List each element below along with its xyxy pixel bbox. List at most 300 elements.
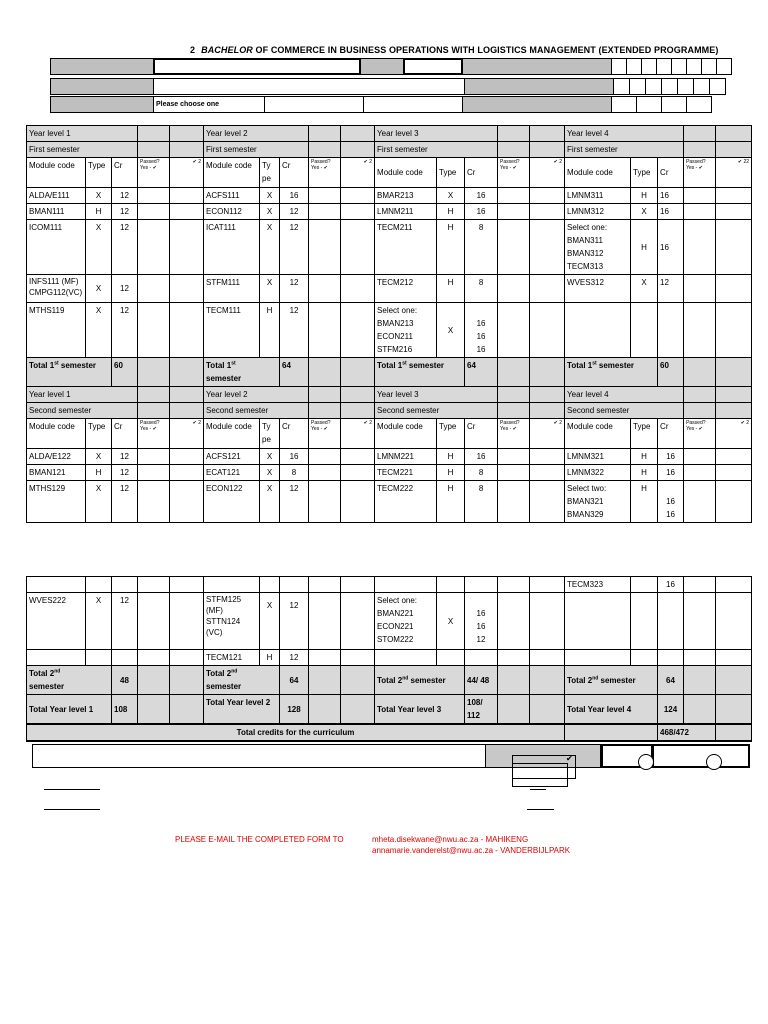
total-label-suffix: semester	[206, 374, 242, 383]
blank-cell	[530, 387, 565, 403]
digit-box[interactable]	[611, 96, 637, 113]
elective-option: TECM313	[567, 262, 604, 271]
total-2nd-sem-label	[204, 666, 280, 695]
blank-cell	[684, 126, 716, 142]
elective-credits: 16	[666, 510, 675, 519]
blank-cell	[138, 358, 170, 387]
module-code: TECM211	[375, 220, 437, 275]
email-vanderbijlpark[interactable]: annamarie.vanderelst@nwu.ac.za - VANDERBIJLPARK	[372, 846, 571, 855]
passed-cell[interactable]	[309, 204, 341, 220]
passed-cell[interactable]	[138, 577, 170, 593]
digit-box[interactable]	[661, 78, 678, 95]
digit-box[interactable]	[716, 58, 732, 75]
repeat-cell[interactable]	[530, 188, 565, 204]
digit-box[interactable]	[686, 96, 712, 113]
blank-cell	[138, 403, 170, 419]
module-credits	[465, 303, 498, 358]
blank-cell	[631, 650, 658, 666]
passed-cell[interactable]	[138, 220, 170, 275]
repeat-cell[interactable]	[530, 577, 565, 593]
passed-cell[interactable]	[309, 303, 341, 358]
repeat-cell[interactable]	[530, 449, 565, 465]
digit-box[interactable]	[693, 78, 710, 95]
date-field[interactable]	[485, 744, 601, 768]
repeat-cell[interactable]	[530, 465, 565, 481]
repeat-cell[interactable]	[716, 188, 752, 204]
total-label-text: Total 1	[377, 361, 403, 370]
module-type: H	[437, 275, 465, 303]
passed-cell[interactable]	[138, 465, 170, 481]
digit-box[interactable]	[701, 58, 717, 75]
repeat-cell[interactable]	[341, 188, 375, 204]
module-code: LMNM321	[565, 449, 631, 465]
blank-cell	[716, 142, 752, 158]
module-credits: 8	[465, 220, 498, 275]
repeat-cell[interactable]	[170, 465, 204, 481]
col-header-type: Ty pe	[260, 158, 280, 188]
repeat-cell[interactable]	[170, 593, 204, 650]
repeat-cell[interactable]	[716, 465, 752, 481]
superscript: nd	[402, 674, 409, 681]
module-credits: 12	[658, 275, 684, 303]
col-header-2	[530, 158, 565, 188]
module-type: X	[86, 593, 112, 650]
repeat-cell[interactable]	[341, 465, 375, 481]
total-label-suffix: semester	[29, 682, 65, 691]
passed-cell[interactable]	[684, 481, 716, 523]
module-type: H	[437, 465, 465, 481]
digit-box[interactable]	[686, 58, 702, 75]
col-header-module: Module code	[565, 419, 631, 449]
passed-cell[interactable]	[684, 188, 716, 204]
superscript: st	[592, 360, 597, 367]
module-type: X	[631, 275, 658, 303]
circle-mark	[706, 754, 722, 770]
blank-cell	[498, 358, 530, 387]
blank-cell	[565, 650, 631, 666]
repeat-cell[interactable]	[341, 204, 375, 220]
curriculum-table-1	[26, 125, 752, 523]
repeat-cell[interactable]	[341, 303, 375, 358]
module-code: ALDA/E122	[27, 449, 86, 465]
passed-cell[interactable]	[138, 204, 170, 220]
passed-cell[interactable]	[138, 188, 170, 204]
elective-option: STOM222	[377, 635, 414, 644]
col-header-2	[716, 419, 752, 449]
col-header-2	[341, 419, 375, 449]
signature-line	[530, 789, 546, 790]
name-field[interactable]	[153, 58, 361, 75]
total-label-text: Total 2	[206, 669, 232, 678]
number-field[interactable]	[403, 58, 463, 75]
module-type: H	[86, 465, 112, 481]
passed-cell[interactable]	[138, 303, 170, 358]
module-credits: 12	[280, 303, 309, 358]
year-4-header: Year level 4	[565, 387, 684, 403]
col-header-module: Module code	[565, 158, 631, 188]
choose-dropdown[interactable]	[153, 96, 265, 113]
passed-cell[interactable]	[309, 220, 341, 275]
module-type: X	[260, 593, 280, 650]
blank-cell	[684, 358, 716, 387]
repeat-cell[interactable]	[716, 449, 752, 465]
repeat-cell[interactable]	[530, 650, 565, 666]
passed-cell[interactable]	[498, 577, 530, 593]
passed-cell[interactable]	[684, 577, 716, 593]
passed-cell[interactable]	[684, 449, 716, 465]
module-type: X	[86, 188, 112, 204]
total-credits: 64	[280, 666, 309, 695]
repeat-cell[interactable]	[341, 481, 375, 523]
module-code: ECON112	[204, 204, 260, 220]
blank-cell	[565, 303, 631, 358]
module-credits: 8	[465, 465, 498, 481]
repeat-cell[interactable]	[716, 220, 752, 275]
blank-cell	[170, 387, 204, 403]
curriculum-total-label: Total credits for the curriculum	[27, 724, 565, 741]
passed-cell[interactable]	[138, 650, 170, 666]
address-field[interactable]	[153, 78, 465, 95]
digit-box[interactable]	[626, 58, 642, 75]
label-field	[50, 78, 154, 95]
passed-cell[interactable]	[498, 303, 530, 358]
col-header-2-text: 2	[559, 420, 563, 426]
passed-cell[interactable]	[498, 188, 530, 204]
passed-cell[interactable]	[138, 481, 170, 523]
signature-line	[44, 789, 100, 790]
module-credits: 12	[280, 481, 309, 523]
module-code: WVES312	[565, 275, 631, 303]
blank-cell	[86, 650, 112, 666]
col-header-passed: Passed? Yes - ✔	[498, 419, 530, 449]
tick-mark: ✔	[740, 420, 745, 426]
repeat-cell[interactable]	[530, 593, 565, 650]
elective-credits: 16	[476, 609, 486, 618]
col-header-type: Type	[437, 158, 465, 188]
module-type: X	[631, 204, 658, 220]
module-code: ECON122	[204, 481, 260, 523]
module-code: TECM221	[375, 465, 437, 481]
module-credits: 16	[658, 220, 684, 275]
repeat-cell[interactable]	[341, 275, 375, 303]
module-credits: 16	[658, 204, 684, 220]
passed-cell[interactable]	[309, 465, 341, 481]
semester-header: Second semester	[375, 403, 498, 419]
repeat-cell[interactable]	[341, 650, 375, 666]
semester-header: First semester	[204, 142, 309, 158]
year-2-header: Year level 2	[204, 126, 309, 142]
blank-cell	[341, 666, 375, 695]
passed-cell[interactable]	[684, 303, 716, 358]
passed-cell[interactable]	[309, 577, 341, 593]
blank-cell	[631, 593, 658, 650]
select-one-label: Select one:	[377, 306, 418, 315]
curriculum-table-2	[26, 576, 752, 742]
passed-cell[interactable]	[684, 650, 716, 666]
module-credits: 16	[280, 188, 309, 204]
module-credits: 12	[112, 220, 138, 275]
elective-group	[565, 220, 631, 275]
blank-cell	[530, 666, 565, 695]
repeat-cell[interactable]	[170, 481, 204, 523]
module-code: LMNM311	[565, 188, 631, 204]
total-label-suffix: semester	[206, 682, 242, 691]
blank-cell	[716, 666, 752, 695]
module-type: H	[631, 481, 658, 523]
module-credits	[658, 481, 684, 523]
repeat-cell[interactable]	[170, 220, 204, 275]
curriculum-total-value: 468/472	[658, 724, 716, 741]
elective-option: BMAN312	[567, 249, 604, 258]
passed-cell[interactable]	[309, 481, 341, 523]
year-2-header: Year level 2	[204, 387, 309, 403]
elective-option: BMAN311	[567, 236, 603, 245]
initial-field[interactable]	[652, 744, 750, 768]
blank-cell	[341, 387, 375, 403]
passed-cell[interactable]	[498, 650, 530, 666]
digit-box[interactable]	[636, 96, 662, 113]
blank-cell	[170, 666, 204, 695]
digit-box[interactable]	[661, 96, 687, 113]
elective-option: BMAN213	[377, 319, 414, 328]
year-3-header: Year level 3	[375, 387, 498, 403]
digit-box[interactable]	[645, 78, 662, 95]
elective-credits: 16	[476, 622, 486, 631]
col-header-cr: Cr	[280, 419, 309, 449]
module-type: H	[260, 650, 280, 666]
passed-cell[interactable]	[684, 593, 716, 650]
semester-header: Second semester	[565, 403, 684, 419]
blank-cell	[530, 126, 565, 142]
blank-cell	[437, 577, 465, 593]
digit-box[interactable]	[656, 58, 672, 75]
module-credits: 12	[112, 275, 138, 303]
superscript: st	[402, 360, 407, 367]
repeat-cell[interactable]	[170, 204, 204, 220]
module-code: LMNM211	[375, 204, 437, 220]
repeat-cell[interactable]	[170, 650, 204, 666]
label-field	[464, 78, 614, 95]
repeat-cell[interactable]	[170, 577, 204, 593]
module-type: H	[631, 220, 658, 275]
total-year-label: Total Year level 2	[204, 695, 280, 725]
repeat-cell[interactable]	[716, 593, 752, 650]
blank-cell	[260, 577, 280, 593]
module-type: H	[631, 465, 658, 481]
total-1st-sem-label	[204, 358, 280, 387]
repeat-cell[interactable]	[716, 303, 752, 358]
module-credits: 16	[658, 577, 684, 593]
module-code: BMAN121	[27, 465, 86, 481]
passed-cell[interactable]	[498, 481, 530, 523]
blank-cell	[684, 142, 716, 158]
blank-cell	[170, 142, 204, 158]
total-year-label: Total Year level 1	[27, 695, 112, 725]
blank-cell	[658, 593, 684, 650]
elective-group	[565, 481, 631, 523]
passed-cell[interactable]	[498, 449, 530, 465]
module-credits: 12	[280, 220, 309, 275]
col-header-module: Module code	[204, 419, 260, 449]
col-header-cr: Cr	[112, 419, 138, 449]
module-credits: 16	[658, 465, 684, 481]
blank-cell	[112, 650, 138, 666]
module-code: MTHS119	[27, 303, 86, 358]
col-header-2-text: 2	[198, 159, 202, 165]
blank-cell	[684, 666, 716, 695]
elective-option: ECON221	[377, 622, 414, 631]
elective-group	[375, 593, 437, 650]
col-header-cr: Cr	[658, 419, 684, 449]
signature-field[interactable]	[32, 744, 486, 768]
passed-cell[interactable]	[498, 593, 530, 650]
module-credits: 12	[280, 275, 309, 303]
blank-cell	[341, 695, 375, 725]
passed-cell[interactable]	[498, 275, 530, 303]
digit-box[interactable]	[677, 78, 694, 95]
student-info-row-2	[51, 78, 726, 95]
year-4-header: Year level 4	[565, 126, 684, 142]
module-code: ECAT121	[204, 465, 260, 481]
blank-cell	[309, 358, 341, 387]
repeat-cell[interactable]	[170, 303, 204, 358]
total-credits: 60	[658, 358, 684, 387]
label-field	[462, 96, 612, 113]
blank-cell	[309, 387, 341, 403]
passed-cell[interactable]	[498, 220, 530, 275]
total-year-credits: 128	[280, 695, 309, 725]
blank-cell	[716, 724, 752, 741]
col-header-passed: Passed? Yes - ✔	[684, 419, 716, 449]
col-header-type: Type	[86, 158, 112, 188]
elective-group	[375, 303, 437, 358]
total-label-text: Total 2	[377, 675, 403, 685]
heading-number: 2	[190, 45, 196, 55]
blank-cell	[341, 126, 375, 142]
heading-title-first: BACHELOR	[201, 45, 253, 55]
module-credits: 16	[465, 188, 498, 204]
digit-box[interactable]	[641, 58, 657, 75]
tick-mark: ✔	[363, 159, 368, 165]
email-prompt: PLEASE E-MAIL THE COMPLETED FORM TO	[175, 835, 344, 844]
repeat-cell[interactable]	[530, 481, 565, 523]
passed-cell[interactable]	[138, 275, 170, 303]
digit-box[interactable]	[613, 78, 630, 95]
col-header-2	[341, 158, 375, 188]
module-credits: 16	[465, 449, 498, 465]
repeat-cell[interactable]	[341, 593, 375, 650]
passed-cell[interactable]	[684, 220, 716, 275]
blank-cell	[658, 650, 684, 666]
col-header-type: Type	[86, 419, 112, 449]
repeat-cell[interactable]	[716, 481, 752, 523]
repeat-cell[interactable]	[341, 449, 375, 465]
col-header-cr: Cr	[465, 419, 498, 449]
digit-box[interactable]	[611, 58, 627, 75]
repeat-cell[interactable]	[716, 577, 752, 593]
passed-cell[interactable]	[138, 593, 170, 650]
repeat-cell[interactable]	[530, 220, 565, 275]
module-credits: 12	[112, 204, 138, 220]
blank-cell	[138, 695, 170, 725]
passed-cell[interactable]	[309, 275, 341, 303]
text-field[interactable]	[264, 96, 364, 113]
repeat-cell[interactable]	[530, 204, 565, 220]
col-header-module: Module code	[27, 419, 86, 449]
module-type: H	[86, 204, 112, 220]
year-3-header: Year level 3	[375, 126, 498, 142]
module-type: H	[437, 481, 465, 523]
blank-cell	[138, 126, 170, 142]
passed-cell[interactable]	[498, 204, 530, 220]
col-header-type: Ty pe	[260, 419, 280, 449]
repeat-cell[interactable]	[716, 650, 752, 666]
col-header-2-text: 2	[198, 420, 202, 426]
module-credits: 12	[112, 593, 138, 650]
blank-cell	[170, 403, 204, 419]
module-type: X	[260, 275, 280, 303]
passed-cell[interactable]	[309, 449, 341, 465]
module-type: X	[86, 275, 112, 303]
repeat-cell[interactable]	[716, 204, 752, 220]
blank-cell	[684, 695, 716, 725]
repeat-cell[interactable]	[530, 275, 565, 303]
digit-box[interactable]	[629, 78, 646, 95]
total-year-credits: 108	[112, 695, 138, 725]
module-type: H	[437, 220, 465, 275]
heading-title-rest: OF COMMERCE IN BUSINESS OPERATIONS WITH LOGISTICS MANAGEMENT (EXTENDED PROGRAMME)	[255, 45, 719, 55]
superscript: nd	[231, 668, 238, 675]
passed-cell[interactable]	[309, 188, 341, 204]
total-2nd-sem-label	[27, 666, 112, 695]
col-header-cr: Cr	[280, 158, 309, 188]
total-credits: 64	[465, 358, 498, 387]
passed-cell[interactable]	[684, 465, 716, 481]
module-credits: 12	[112, 465, 138, 481]
total-label-suffix: semester	[596, 361, 635, 370]
blank-cell	[658, 303, 684, 358]
blank-cell	[170, 695, 204, 725]
digit-box[interactable]	[671, 58, 687, 75]
module-code: ACFS111	[204, 188, 260, 204]
module-code: WVES222	[27, 593, 86, 650]
passed-cell[interactable]	[309, 650, 341, 666]
repeat-cell[interactable]	[170, 188, 204, 204]
elective-option: BMAN329	[567, 510, 604, 519]
elective-option: BMAN321	[567, 497, 604, 506]
passed-cell[interactable]	[138, 449, 170, 465]
repeat-cell[interactable]	[716, 275, 752, 303]
passed-cell[interactable]	[684, 275, 716, 303]
text-field[interactable]	[363, 96, 463, 113]
email-mahikeng[interactable]: mheta.disekwane@nwu.ac.za - MAHIKENG	[372, 835, 529, 844]
col-header-passed: Passed? Yes - ✔	[498, 158, 530, 188]
digit-box[interactable]	[709, 78, 726, 95]
passed-cell[interactable]	[498, 465, 530, 481]
passed-cell[interactable]	[684, 204, 716, 220]
module-code: TECM212	[375, 275, 437, 303]
repeat-cell[interactable]	[341, 577, 375, 593]
module-type: X	[86, 481, 112, 523]
blank-cell	[631, 303, 658, 358]
passed-cell[interactable]	[309, 593, 341, 650]
blank-cell	[341, 403, 375, 419]
repeat-cell[interactable]	[341, 220, 375, 275]
superscript: st	[54, 360, 59, 367]
repeat-cell[interactable]	[170, 275, 204, 303]
repeat-cell[interactable]	[530, 303, 565, 358]
repeat-cell[interactable]	[170, 449, 204, 465]
